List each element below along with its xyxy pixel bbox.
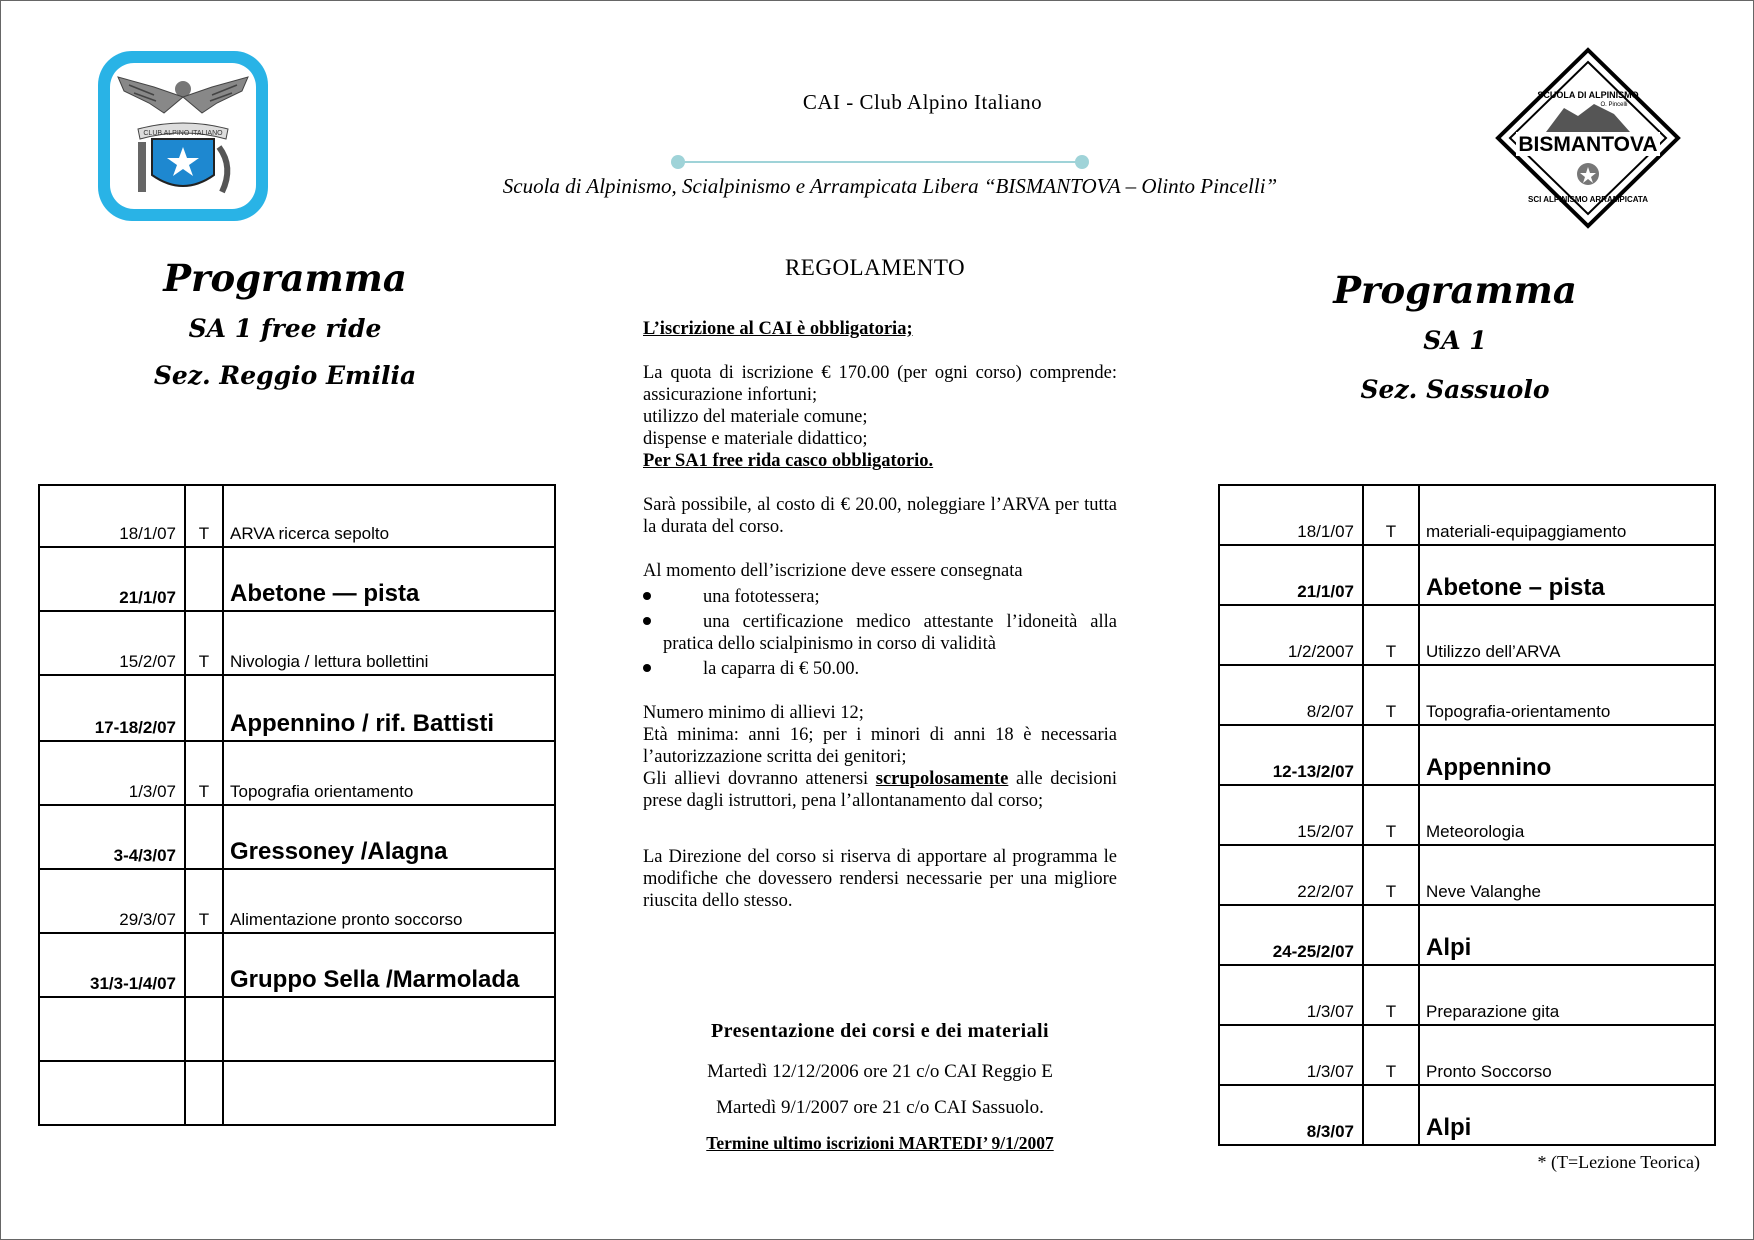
schedule-date: 18/1/07 [40,486,186,546]
left-programme-heading [150,256,420,390]
schedule-type: T [1364,786,1420,844]
schedule-date: 24-25/2/07 [1220,906,1364,964]
allievi-rule-emphasis: scrupolosamente [875,769,1009,789]
schedule-row [1220,786,1714,846]
schedule-activity: Appennino / rif. Battisti [230,710,494,737]
schedule-row [40,742,554,806]
schedule-row [40,548,554,612]
cai-logo-text: CLUB ALPINO ITALIANO [143,130,223,137]
header-divider [670,152,1090,172]
left-schedule-table [38,484,556,1126]
bullet-icon [643,592,651,600]
schedule-activity: ARVA ricerca sepolto [230,524,390,543]
consegna-item: una certificazione medico attestante l’idoneità alla pratica dello scialpinismo in corso di validità [643,611,1117,655]
schedule-date: 21/1/07 [1220,546,1364,604]
schedule-row [1220,726,1714,786]
numero-minimo: Numero minimo di allievi 12; [643,703,864,723]
quota-item: assicurazione infortuni; [643,385,818,405]
schedule-row [1220,546,1714,606]
schedule-date: 1/3/07 [1220,966,1364,1024]
bismantova-logo-dedication: O. Pincelli [1600,102,1628,108]
schedule-row [40,1062,554,1124]
quota-line: La quota di iscrizione € 170.00 (per ogni corso) comprende: [643,363,1117,383]
schedule-activity: Neve Valanghe [1426,882,1541,901]
schedule-row [1220,606,1714,666]
schedule-type [186,548,224,610]
schedule-type: T [186,742,224,804]
schedule-date: 31/3-1/4/07 [40,934,186,996]
presentazione-date-2: Martedì 9/1/2007 ore 21 c/o CAI Sassuolo. [716,1097,1044,1118]
schedule-date: 15/2/07 [1220,786,1364,844]
schedule-date [40,998,186,1060]
schedule-date: 21/1/07 [40,548,186,610]
direzione-note: La Direzione del corso si riserva di apportare al programma le modifiche che dovessero rendersi necessarie per una migliore riuscita dello stesso. [643,847,1117,911]
schedule-type: T [1364,846,1420,904]
schedule-type: T [186,486,224,546]
presentazione-title: Presentazione dei corsi e dei materiali [711,1020,1049,1042]
schedule-type [186,1062,224,1124]
schedule-type [1364,906,1420,964]
schedule-row [40,486,554,548]
schedule-date: 3-4/3/07 [40,806,186,868]
schedule-row [40,676,554,742]
schedule-activity: Gressoney /Alagna [230,838,448,865]
schedule-activity: materiali-equipaggiamento [1426,522,1627,541]
consegna-item: una fototessera; [643,586,1117,608]
schedule-date: 15/2/07 [40,612,186,674]
schedule-type: T [1364,1026,1420,1084]
schedule-row [40,870,554,934]
quota-item: dispense e materiale didattico; [643,429,868,449]
bismantova-logo-bottom: SCI ALPINISMO ARRAMPICATA [1528,195,1648,204]
schedule-activity [224,1062,554,1124]
consegna-intro: Al momento dell’iscrizione deve essere consegnata [643,561,1023,581]
left-section-name: Sez. Reggio Emilia [153,361,417,390]
schedule-row [40,806,554,870]
schedule-date: 17-18/2/07 [40,676,186,740]
schedule-date: 8/3/07 [1220,1086,1364,1144]
header-subtitle: Scuola di Alpinismo, Scialpinismo e Arrampicata Libera “BISMANTOVA – Olinto Pincelli” [502,174,1278,198]
schedule-activity: Gruppo Sella /Marmolada [230,966,520,993]
schedule-type: T [1364,486,1420,544]
schedule-activity: Nivologia / lettura bollettini [230,652,429,671]
eta-minima: Età minima: anni 16; per i minori di anni 18 è necessaria l’autorizzazione scritta dei genitori; [643,725,1117,767]
presentazione-block [643,1020,1117,1154]
schedule-activity: Utilizzo dell’ARVA [1426,642,1561,661]
bismantova-logo-name: BISMANTOVA [1518,133,1658,156]
bullet-icon [643,617,651,625]
schedule-activity: Alpi [1426,1114,1472,1141]
schedule-activity: Abetone — pista [230,580,420,607]
presentazione-date-1: Martedì 12/12/2006 ore 21 c/o CAI Reggio E [707,1061,1053,1082]
header-title: CAI - Club Alpino Italiano [802,90,1043,114]
cai-logo [94,47,272,225]
allievi-rule-start: Gli allievi dovranno attenersi [643,769,869,789]
arva-rental: Sarà possibile, al costo di € 20.00, noleggiare l’ARVA per tutta la durata del corso. [643,495,1117,537]
schedule-date: 22/2/07 [1220,846,1364,904]
schedule-activity: Appennino [1426,754,1552,781]
schedule-type [1364,726,1420,784]
schedule-date: 29/3/07 [40,870,186,932]
iscrizione-rule: L’iscrizione al CAI è obbligatoria; [643,319,913,339]
schedule-type [1364,1086,1420,1144]
regolamento-body [643,318,1117,934]
schedule-date: 1/2/2007 [1220,606,1364,664]
casco-rule: Per SA1 free rida casco obbligatorio. [643,451,934,471]
legend-note: * (T=Lezione Teorica) [1537,1152,1700,1172]
schedule-row [1220,846,1714,906]
right-programme-heading [1320,268,1590,404]
consegna-list [643,586,1117,680]
schedule-activity [224,998,554,1060]
schedule-activity: Meteorologia [1426,822,1525,841]
right-schedule-table [1218,484,1716,1146]
bullet-icon [643,664,651,672]
schedule-type: T [186,870,224,932]
schedule-type [186,676,224,740]
schedule-row [40,934,554,998]
schedule-date: 12-13/2/07 [1220,726,1364,784]
schedule-date: 18/1/07 [1220,486,1364,544]
regolamento-title: REGOLAMENTO [784,255,966,280]
bismantova-logo-top: SCUOLA DI ALPINISMO [1537,90,1639,100]
schedule-row [1220,906,1714,966]
schedule-row [1220,966,1714,1026]
schedule-type: T [186,612,224,674]
schedule-type: T [1364,606,1420,664]
schedule-activity: Topografia-orientamento [1426,702,1611,721]
schedule-type [186,806,224,868]
schedule-date: 8/2/07 [1220,666,1364,724]
schedule-row [1220,486,1714,546]
schedule-date: 1/3/07 [40,742,186,804]
schedule-date: 1/3/07 [1220,1026,1364,1084]
right-programme-title: Programma [1333,268,1577,312]
schedule-type [186,998,224,1060]
schedule-activity: Pronto Soccorso [1426,1062,1552,1081]
schedule-row [1220,1086,1714,1144]
schedule-type [1364,546,1420,604]
schedule-activity: Alimentazione pronto soccorso [230,910,463,929]
schedule-activity: Preparazione gita [1426,1002,1560,1021]
schedule-row [40,612,554,676]
schedule-activity: Alpi [1426,934,1472,961]
schedule-row [40,998,554,1062]
schedule-activity: Topografia orientamento [230,782,414,801]
right-section-name: Sez. Sassuolo [1360,375,1550,404]
bismantova-logo [1494,46,1682,230]
schedule-activity: Abetone – pista [1426,574,1605,601]
quota-item: utilizzo del materiale comune; [643,407,868,427]
right-course-name: SA 1 [1423,326,1487,355]
schedule-date [40,1062,186,1124]
left-course-name: SA 1 free ride [188,314,382,343]
schedule-type: T [1364,666,1420,724]
consegna-item: la caparra di € 50.00. [643,658,1117,680]
schedule-type [186,934,224,996]
allievi-rule-end: alle decisioni prese dagli istruttori, pena l’allontanamento dal corso; [643,769,1118,811]
schedule-type: T [1364,966,1420,1024]
registration-deadline: Termine ultimo iscrizioni MARTEDI’ 9/1/2007 [706,1133,1054,1153]
schedule-row [1220,666,1714,726]
schedule-row [1220,1026,1714,1086]
left-programme-title: Programma [163,256,407,300]
